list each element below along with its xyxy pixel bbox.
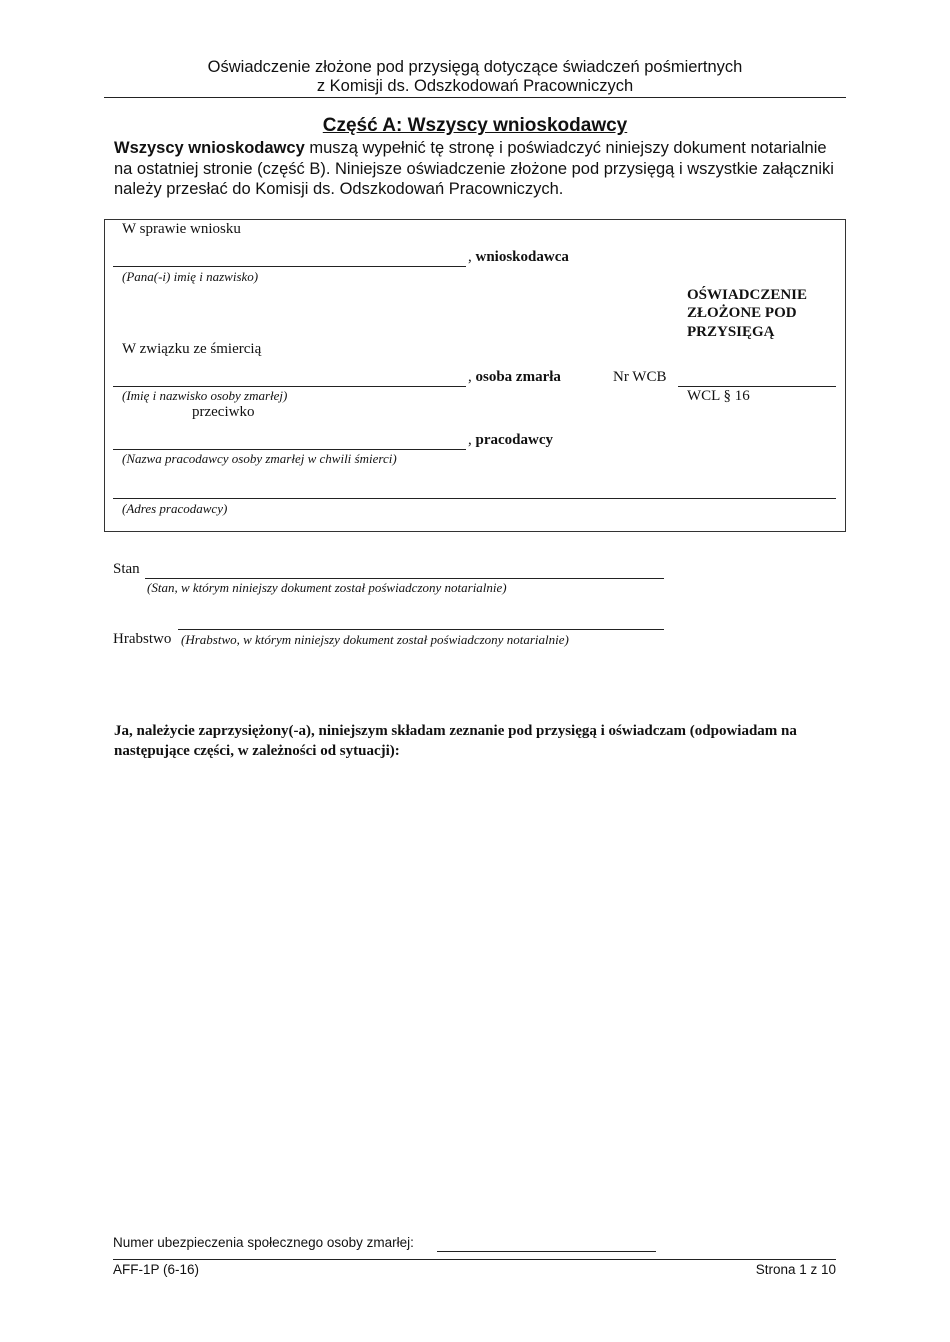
state-caption: (Stan, w którym niniejszy dokument został poświadczony notarialnie) [147,580,507,595]
employer-caption: (Nazwa pracodawcy osoby zmarłej w chwili śmierci) [122,451,397,466]
footer-rule [113,1259,836,1260]
wcl-reference: WCL § 16 [687,388,750,404]
deceased-suffix: , osoba zmarła [468,369,561,385]
county-field[interactable] [178,629,664,630]
death-label: W związku ze śmiercią [122,341,262,357]
county-caption: (Hrabstwo, w którym niniejszy dokument został poświadczony notarialnie) [181,632,569,647]
wcb-label: Nr WCB [613,369,667,385]
affidavit-title-3: PRZYSIĘGĄ [687,324,775,340]
intro-bold: Wszyscy wnioskodawcy [114,139,305,157]
affidavit-title-1: OŚWIADCZENIE [687,287,808,303]
affidavit-title-2: ZŁOŻONE POD [687,305,797,321]
deceased-name-field[interactable] [113,386,466,387]
claimant-suffix: , wnioskodawca [468,249,569,265]
page-info: Strona 1 z 10 [755,1262,836,1277]
ssn-label: Numer ubezpieczenia społecznego osoby zmarłej: [113,1235,414,1250]
state-field[interactable] [145,578,664,579]
header-line-2: z Komisji ds. Odszkodowań Pracowniczych [316,77,634,95]
sworn-statement: Ja, należycie zaprzysiężony(-a), niniejszym składam zeznanie pod przysięgą i oświadczam (odpowiadam na następujące części, w zależności od sytuacji): [114,723,797,759]
header-rule [104,97,846,98]
claimant-name-field[interactable] [113,266,466,267]
intro-text: muszą wypełnić tę stronę i poświadczyć niniejszy dokument notarialnie na ostatniej stronie (część B). Niniejsze oświadczenie złożone pod przysięgą i wszystkie załączniki należy przesłać do Komisji ds. Odszkodowań Pracowniczych. [114,139,834,198]
section-title: Część A: Wszyscy wnioskodawcy [322,115,628,136]
header-line-1: Oświadczenie złożone pod przysięgą dotyczące świadczeń pośmiertnych [207,58,743,76]
form-code: AFF-1P (6-16) [113,1262,200,1277]
claim-label: W sprawie wniosku [122,221,241,237]
employer-suffix: , pracodawcy [468,432,553,448]
county-label: Hrabstwo [113,631,172,647]
state-label: Stan [113,561,140,577]
claimant-caption: (Pana(-i) imię i nazwisko) [122,269,259,284]
against-label: przeciwko [192,404,255,420]
deceased-caption: (Imię i nazwisko osoby zmarłej) [122,388,288,403]
ssn-field[interactable] [437,1251,656,1252]
section-intro [114,138,834,200]
address-caption: (Adres pracodawcy) [122,501,228,516]
employer-name-field[interactable] [113,449,466,450]
wcb-number-field[interactable] [678,386,836,387]
employer-address-field[interactable] [113,498,836,499]
